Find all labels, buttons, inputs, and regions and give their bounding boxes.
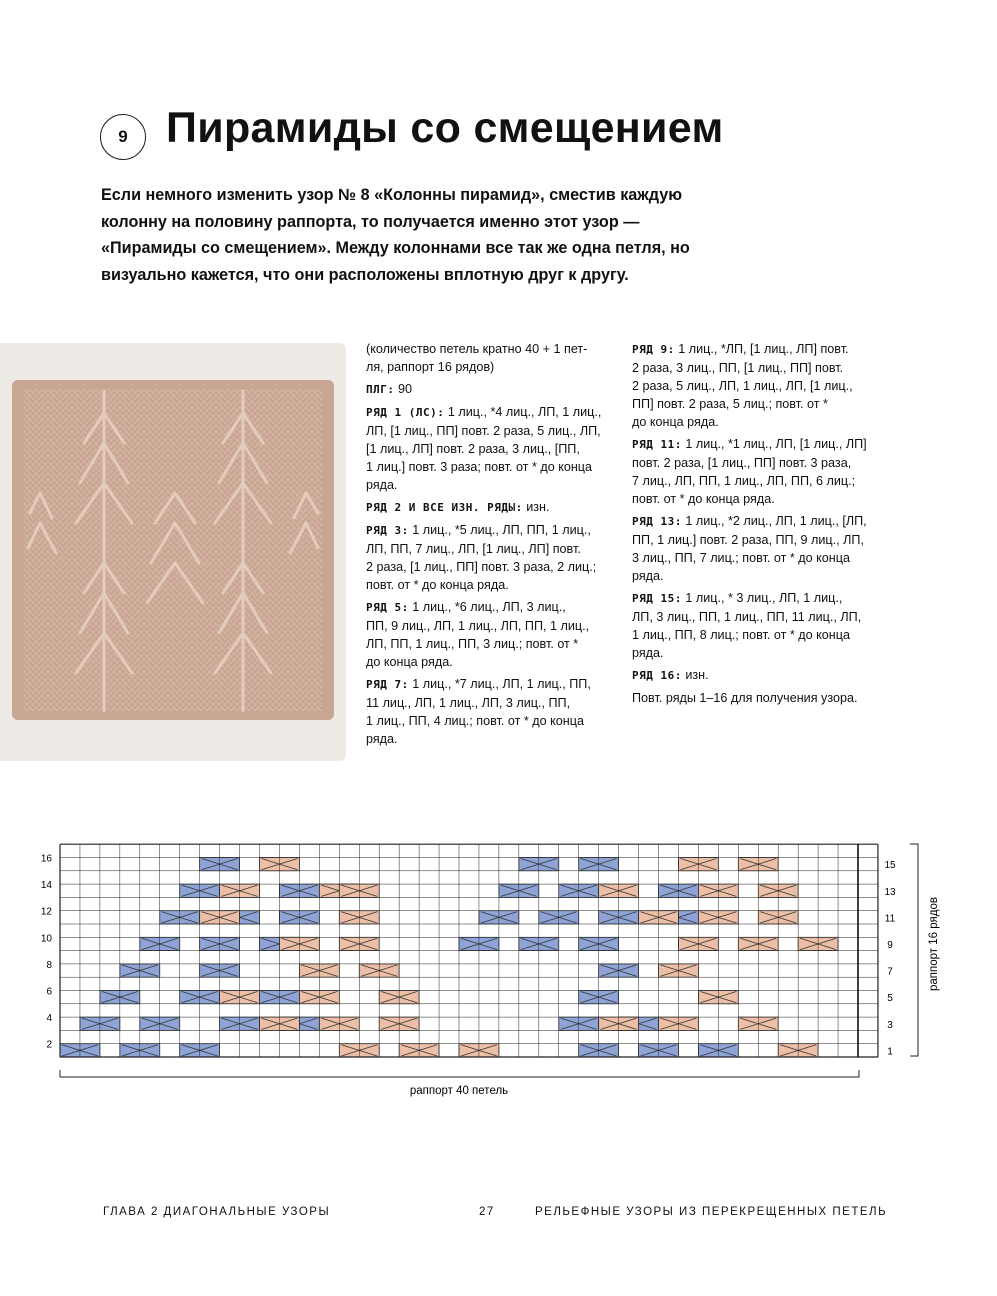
repeat-rows-bracket: [910, 844, 918, 1056]
row-label: РЯД 7:: [366, 678, 409, 691]
instruction-text: ряда.: [632, 646, 664, 660]
row-label: ПЛГ:: [366, 383, 395, 396]
row-label: РЯД 9:: [632, 343, 675, 356]
instruction-text: ЛП, [1 лиц., ПП] повт. 2 раза, 5 лиц., ЛП,: [366, 424, 601, 438]
pattern-number: 9: [118, 127, 128, 146]
repeat-stitches-label: раппорт 40 петель: [409, 1085, 509, 1097]
chart-labels: [41, 844, 918, 1077]
row-label: РЯД 15:: [632, 592, 682, 605]
row-number-right: 13: [884, 886, 896, 898]
instruction-text: Повт. ряды 1–16 для получения узора.: [632, 691, 858, 705]
instruction-text: ряда.: [366, 478, 398, 492]
row-label: РЯД 5:: [366, 601, 409, 614]
footer-chapter: ГЛАВА 2 ДИАГОНАЛЬНЫЕ УЗОРЫ: [103, 1206, 331, 1218]
row-number-left: 8: [46, 959, 52, 971]
instruction-text: 90: [394, 382, 413, 396]
instruction-text: ПП, 9 лиц., ЛП, 1 лиц., ЛП, ПП, 1 лиц.,: [366, 619, 590, 633]
instruction-text: 1 лиц., *1 лиц., ЛП, [1 лиц., ЛП]: [681, 437, 867, 451]
instruction-text: повт. от * до конца ряда.: [632, 492, 775, 506]
instruction-text: изн.: [522, 500, 550, 514]
instruction-text: 1 лиц., *5 лиц., ЛП, ПП, 1 лиц.,: [408, 523, 591, 537]
instruction-text: ЛП, ПП, 1 лиц., ПП, 3 лиц.; повт. от *: [366, 637, 579, 651]
row-number-right: 7: [887, 966, 893, 978]
instruction-text: 1 лиц., *6 лиц., ЛП, 3 лиц.,: [408, 600, 566, 614]
row-label: РЯД 13:: [632, 515, 682, 528]
instruction-text: 1 лиц., *ЛП, [1 лиц., ЛП] повт.: [674, 342, 849, 356]
instruction-text: 1 лиц., ПП, 4 лиц.; повт. от * до конца: [366, 714, 584, 728]
instruction-text: 1 лиц., * 3 лиц., ЛП, 1 лиц.,: [681, 591, 843, 605]
row-number-right: 5: [887, 993, 893, 1005]
intro-line: «Пирамиды со смещением». Между колоннами все так же одна петля, но: [101, 239, 690, 257]
instruction-text: ряда.: [632, 569, 664, 583]
instruction-text: [1 лиц., ЛП] повт. 2 раза, 3 лиц., [ПП,: [366, 442, 580, 456]
row-number-right: 3: [887, 1019, 893, 1031]
row-number-left: 10: [40, 933, 52, 945]
instruction-text: 7 лиц., ЛП, ПП, 1 лиц., ЛП, ПП, 6 лиц.;: [632, 474, 856, 488]
row-number-right: 1: [887, 1046, 893, 1058]
instruction-text: 2 раза, 3 лиц., ПП, [1 лиц., ПП] повт.: [632, 361, 844, 375]
instruction-text: до конца ряда.: [366, 655, 453, 669]
instruction-text: ряда.: [366, 732, 398, 746]
instruction-text: повт. от * до конца ряда.: [366, 578, 509, 592]
row-label: РЯД 3:: [366, 524, 409, 537]
row-label: РЯД 2 И ВСЕ ИЗН. РЯДЫ:: [366, 501, 523, 514]
footer-section: РЕЛЬЕФНЫЕ УЗОРЫ ИЗ ПЕРЕКРЕЩЕННЫХ ПЕТЕЛЬ: [535, 1206, 888, 1218]
intro-line: колонну на половину раппорта, то получается именно этот узор —: [101, 212, 640, 231]
repeat-rows-label: раппорт 16 рядов: [928, 897, 940, 991]
instruction-text: 1 лиц., *7 лиц., ЛП, 1 лиц., ПП,: [408, 677, 591, 691]
instruction-text: до конца ряда.: [632, 415, 719, 429]
row-number-left: 2: [46, 1039, 52, 1051]
row-number-left: 14: [40, 880, 52, 892]
row-label: РЯД 11:: [632, 438, 682, 451]
instruction-text: 1 лиц., *2 лиц., ЛП, 1 лиц., [ЛП,: [681, 514, 867, 528]
instruction-text: 1 лиц., *4 лиц., ЛП, 1 лиц.,: [444, 405, 602, 419]
instruction-text: 1 лиц., ПП, 8 лиц.; повт. от * до конца: [632, 628, 850, 642]
repeat-stitches-bracket: [60, 1070, 859, 1077]
row-label: РЯД 16:: [632, 669, 682, 682]
instruction-text: ЛП, ПП, 7 лиц., ЛП, [1 лиц., ЛП] повт.: [366, 542, 581, 556]
intro-line: визуально кажется, что они расположены вплотную друг к другу.: [101, 265, 629, 284]
instruction-text: ПП] повт. 2 раза, 5 лиц.; повт. от *: [632, 397, 828, 411]
row-number-right: 9: [887, 939, 893, 951]
row-number-left: 4: [46, 1013, 52, 1025]
instruction-text: ЛП, 3 лиц., ПП, 1 лиц., ПП, 11 лиц., ЛП,: [632, 610, 862, 624]
row-number-right: 11: [884, 913, 896, 925]
row-number-left: 12: [40, 906, 52, 918]
instruction-text: 11 лиц., ЛП, 1 лиц., ЛП, 3 лиц., ПП,: [366, 696, 571, 710]
row-number-left: 16: [40, 853, 52, 865]
intro-line: Если немного изменить узор № 8 «Колонны пирамид», сместив каждую: [101, 186, 683, 204]
instruction-text: ПП, 1 лиц.] повт. 2 раза, ПП, 9 лиц., ЛП,: [632, 533, 864, 547]
instruction-text: 3 лиц., ПП, 7 лиц.; повт. от * до конца: [632, 551, 850, 565]
row-number-right: 15: [884, 860, 896, 872]
instruction-text: (количество петель кратно 40 + 1 пет-: [366, 342, 588, 356]
row-label: РЯД 1 (ЛС):: [366, 406, 445, 419]
page-title: Пирамиды со смещением: [166, 104, 724, 152]
instruction-text: ля, раппорт 16 рядов): [366, 360, 495, 374]
instruction-text: повт. 2 раза, [1 лиц., ПП] повт. 3 раза,: [632, 456, 852, 470]
row-number-left: 6: [46, 986, 52, 998]
instruction-text: изн.: [681, 668, 709, 682]
chart-cells: [60, 858, 838, 1058]
instruction-text: 2 раза, 5 лиц., ЛП, 1 лиц., ЛП, [1 лиц.,: [632, 379, 853, 393]
footer-page-number: 27: [479, 1206, 495, 1218]
instruction-text: 2 раза, [1 лиц., ПП] повт. 3 раза, 2 лиц.;: [366, 560, 597, 574]
instruction-text: 1 лиц.] повт. 3 раза; повт. от * до конца: [366, 460, 593, 474]
